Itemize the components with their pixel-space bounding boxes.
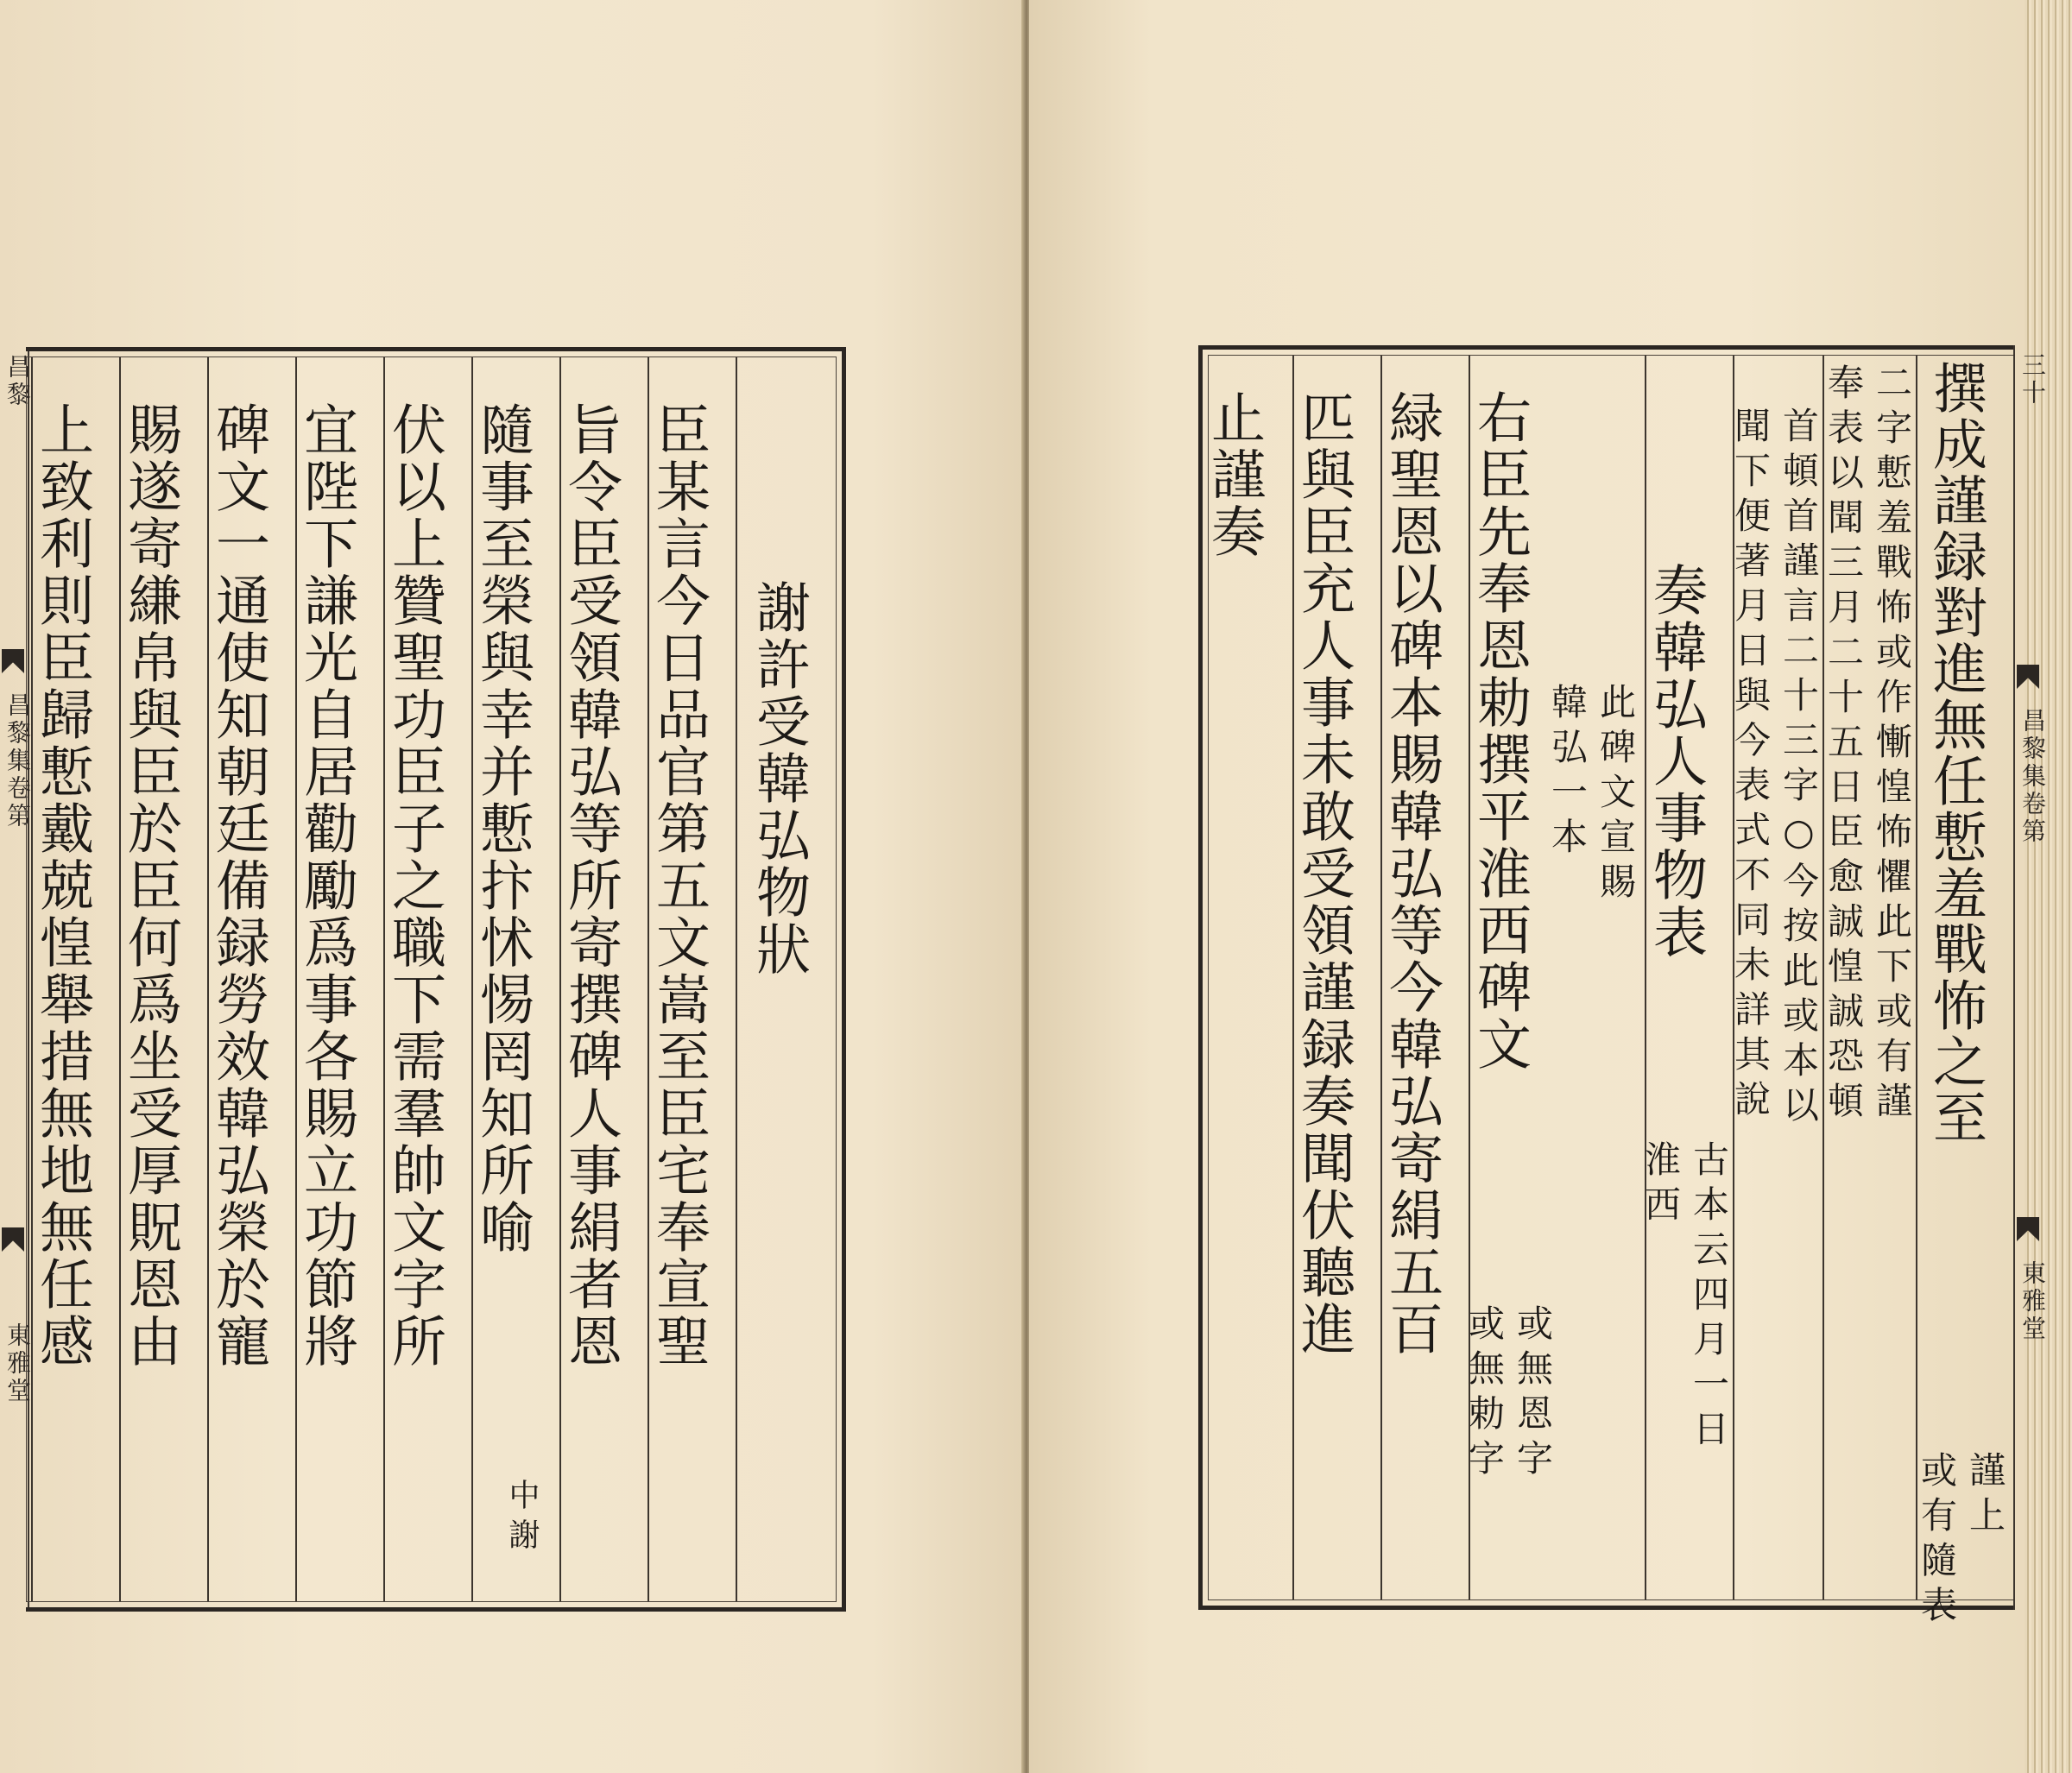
note: 首頓首謹言二十三字○今按此或本以 bbox=[1778, 407, 1820, 1131]
column-8 bbox=[119, 356, 207, 1602]
text-line: 右臣先奉恩勅撰平淮西碑文 bbox=[1469, 389, 1532, 1073]
note-pair bbox=[1639, 1140, 1729, 1454]
note: 謹上 bbox=[1964, 1451, 2006, 1541]
note-pair bbox=[1822, 363, 1912, 1126]
note: 二字慙羞戰怖或作慚惶怖懼此下或有謹 bbox=[1871, 363, 1913, 1126]
column-1 bbox=[736, 356, 837, 1602]
right-margin-press: 東雅堂 bbox=[2018, 1260, 2047, 1343]
column-5 bbox=[1546, 355, 1645, 1600]
text-line: 奏韓弘人事物表 bbox=[1645, 562, 1708, 961]
column-9 bbox=[1203, 355, 1292, 1600]
note: 或無勅字 bbox=[1463, 1304, 1506, 1484]
text-line: 臣某言今日品官第五文嵩至臣宅奉宣聖 bbox=[648, 401, 711, 1370]
text-line: 賜遂寄縑帛與臣於臣何爲坐受厚貺恩由 bbox=[119, 401, 182, 1370]
note: 聞下便著月日與今表式不同未詳其說 bbox=[1729, 407, 1772, 1125]
note: 或無恩字 bbox=[1512, 1304, 1554, 1484]
column-7 bbox=[207, 356, 295, 1602]
note: 韓弘一本 bbox=[1546, 683, 1589, 862]
note: 古本云四月一日 bbox=[1688, 1140, 1730, 1454]
column-6 bbox=[1463, 355, 1557, 1600]
column-2 bbox=[1822, 355, 1916, 1600]
text-line: 撰成謹録對進無任慙羞戰怖之至 bbox=[1924, 360, 1987, 1145]
column-3 bbox=[1729, 355, 1822, 1600]
column-9 bbox=[31, 356, 119, 1602]
column-6 bbox=[295, 356, 383, 1602]
text-line: 緑聖恩以碑本賜韓弘等今韓弘寄絹五百 bbox=[1380, 389, 1443, 1358]
column-5 bbox=[383, 356, 471, 1602]
inline-note: 中謝 bbox=[504, 1479, 540, 1558]
left-margin-top: 昌黎 bbox=[3, 354, 32, 409]
right-margin-title: 昌黎集卷第 bbox=[2018, 708, 2047, 846]
column-3 bbox=[559, 356, 648, 1602]
column-7 bbox=[1380, 355, 1469, 1600]
text-line: 上致利則臣歸慙戴兢惶舉措無地無任感 bbox=[31, 401, 94, 1370]
right-fish-tail-column bbox=[2013, 345, 2047, 1610]
right-text-frame bbox=[1198, 345, 2014, 1631]
left-text-frame bbox=[26, 347, 846, 1612]
text-line: 止謹奏 bbox=[1203, 389, 1266, 560]
right-margin-top: 三十 bbox=[2018, 352, 2047, 407]
column-1 bbox=[1916, 355, 2014, 1631]
column-8 bbox=[1292, 355, 1380, 1600]
text-line: 宜陛下謙光自居勸勵爲事各賜立功節將 bbox=[295, 401, 358, 1370]
fish-tail-mark bbox=[2017, 1217, 2039, 1241]
text-line: 碑文一通使知朝廷備録勞效韓弘榮於寵 bbox=[207, 401, 270, 1370]
text-line: 伏以上贊聖功臣子之職下需羣帥文字所 bbox=[383, 401, 446, 1370]
note-pair bbox=[1546, 683, 1636, 907]
note-pair bbox=[1729, 407, 1819, 1131]
text-line: 匹與臣充人事未敢受領謹録奏聞伏聽進 bbox=[1292, 389, 1355, 1358]
text-line: 隨事至榮與幸并慙抃怵惕罔知所喻 bbox=[471, 401, 534, 1256]
column-4 bbox=[1639, 355, 1733, 1600]
text-line: 旨令臣受領韓弘等所寄撰碑人事絹者恩 bbox=[559, 401, 622, 1370]
fish-tail-mark bbox=[2017, 665, 2039, 689]
left-margin-press: 東雅堂 bbox=[3, 1322, 32, 1405]
note: 此碑文宣賜 bbox=[1595, 683, 1637, 907]
note: 或有隨表 bbox=[1916, 1451, 1958, 1631]
note-pair bbox=[1916, 1451, 2006, 1631]
section-title: 謝許受韓弘物狀 bbox=[748, 579, 811, 978]
column-4 bbox=[471, 356, 559, 1602]
note-pair bbox=[1463, 1304, 1553, 1484]
column-2 bbox=[648, 356, 736, 1602]
note: 奉表以聞三月二十五日臣愈誠惶誠恐頓 bbox=[1822, 363, 1865, 1126]
left-margin-title: 昌黎集卷第 bbox=[3, 692, 32, 830]
note: 淮西 bbox=[1639, 1140, 1682, 1230]
